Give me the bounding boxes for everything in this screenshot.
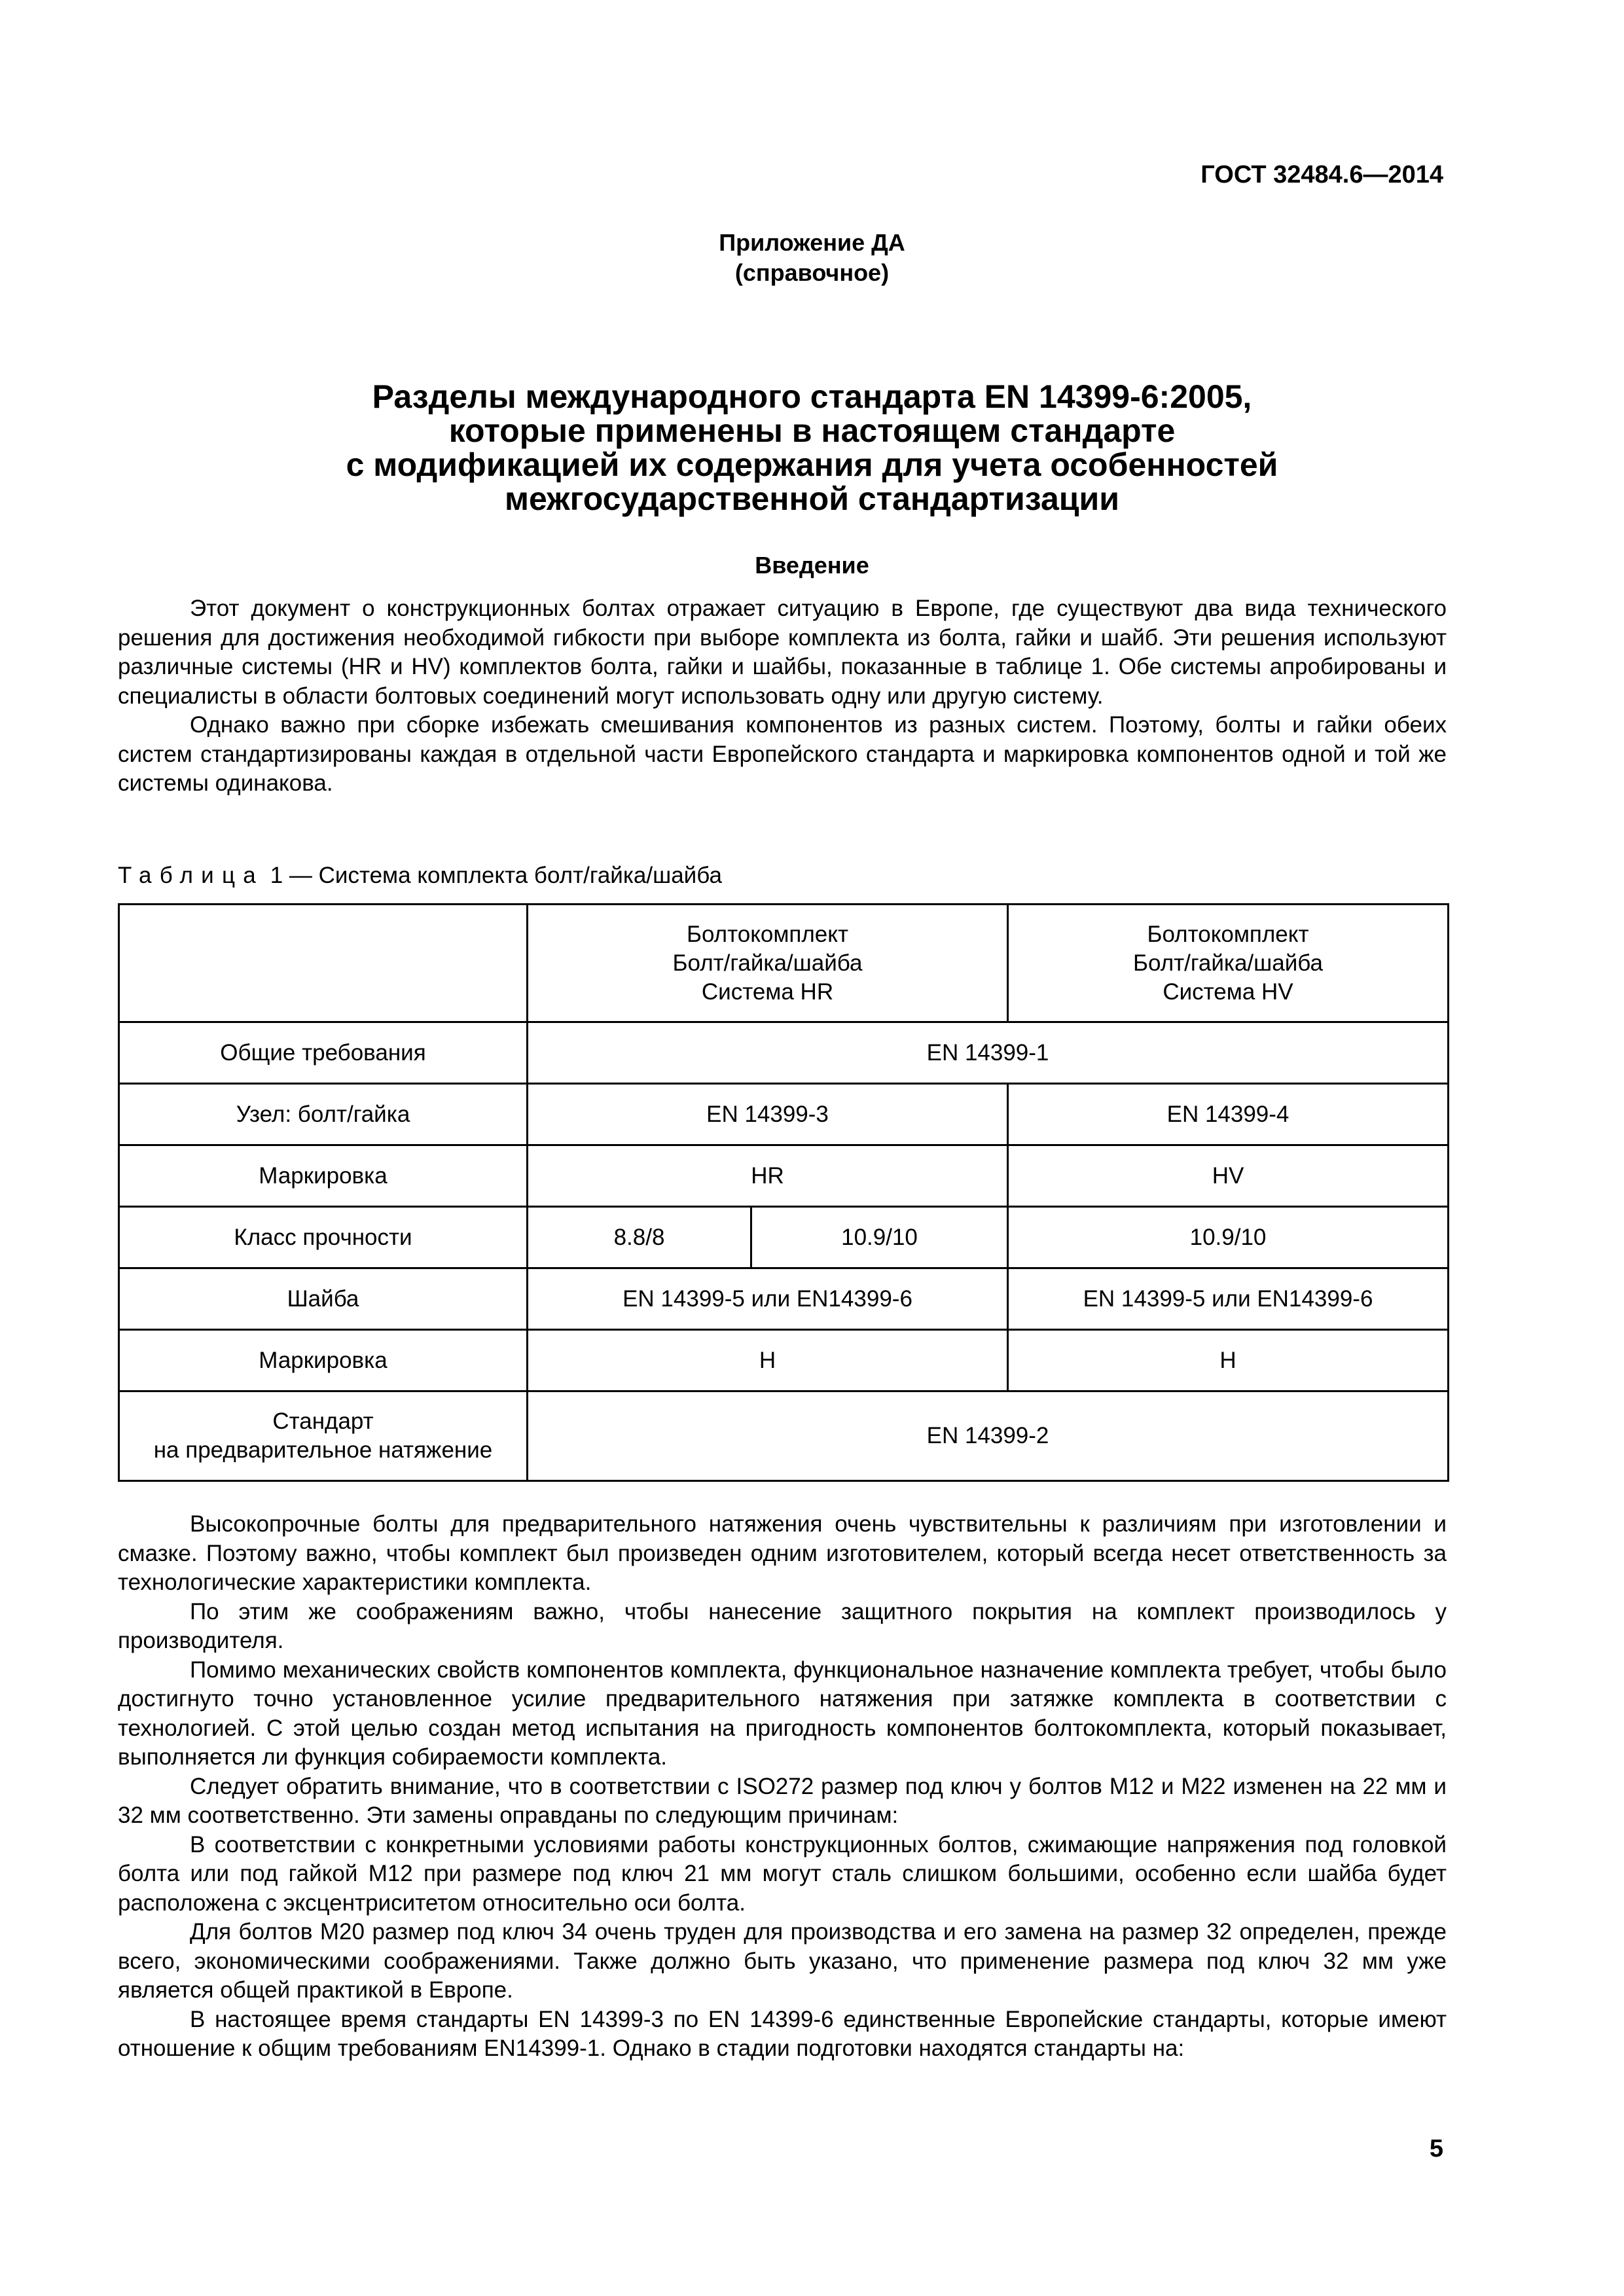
cell-assembly-hr: EN 14399-3 — [528, 1084, 1008, 1145]
body-paragraph-6: Для болтов М20 размер под ключ 34 очень труден для производства и его замена на размер 32 определен, прежде всего, экономическими соображениями. Также должно быть указано, что применение размера под ключ 32 мм уже является общей практикой в Европе. — [118, 1919, 1447, 2003]
cell-preload-value: EN 14399-2 — [528, 1391, 1449, 1481]
table-row — [119, 1207, 1449, 1268]
row-label-strength: Класс прочности — [119, 1207, 528, 1268]
table-caption-word: Таблица — [118, 863, 264, 888]
preload-label-line-2: на предварительное натяжение — [153, 1437, 493, 1463]
preload-label-line-1: Стандарт — [272, 1408, 374, 1434]
cell-marking-hr: HR — [528, 1145, 1008, 1207]
header-hv-line-1: Болтокомплект — [1147, 921, 1309, 947]
appendix-label: Приложение ДА — [719, 229, 905, 256]
intro-text — [118, 594, 1447, 798]
table-header-empty — [119, 905, 528, 1022]
cell-strength-hr-a: 8.8/8 — [528, 1207, 751, 1268]
cell-washer-hv: EN 14399-5 или EN14399-6 — [1008, 1268, 1449, 1330]
row-label-preload-standard — [119, 1391, 528, 1481]
table-caption-text: 1 — Система комплекта болт/гайка/шайба — [270, 863, 722, 888]
cell-washer-hr: EN 14399-5 или EN14399-6 — [528, 1268, 1008, 1330]
body-paragraph-3: Помимо механических свойств компонентов комплекта, функциональное назначение комплекта требует, чтобы было достигнуто точно установленное усилие предварительного натяжения при затяжке комплекта в соответствии с технологией. С этой целью создан метод испытания на пригодность компонентов болтокомплекта, который показывает, выполняется ли функция собираемости комплекта. — [118, 1657, 1447, 1770]
document-title — [0, 380, 1624, 516]
appendix-type: (справочное) — [734, 259, 890, 286]
cell-washer-marking-hr: H — [528, 1330, 1008, 1391]
table-header-row — [119, 905, 1449, 1022]
cell-assembly-hv: EN 14399-4 — [1008, 1084, 1449, 1145]
intro-paragraph-1: Этот документ о конструкционных болтах отражает ситуацию в Европе, где существуют два вида технического решения для достижения необходимой гибкости при выборе комплекта из болта, гайки и шайб. Эти решения используют различные системы (HR и HV) комплектов болта, гайки и шайбы, показанные в таблице 1. Обе системы апробированы и специалисты в области болтовых соединений могут использовать одну или другую систему. — [118, 596, 1447, 709]
body-paragraph-5: В соответствии с конкретными условиями работы конструкционных болтов, сжимающие напряжения под головкой болта или под гайкой М12 при размере под ключ 21 мм могут сталь слишком большими, особенно если шайба будет расположена с эксцентриситетом относительно оси болта. — [118, 1831, 1447, 1916]
table-row — [119, 1084, 1449, 1145]
row-label-washer: Шайба — [119, 1268, 528, 1330]
table-row — [119, 1145, 1449, 1207]
title-line-1: Разделы международного стандарта EN 14399-6:2005, — [372, 378, 1252, 415]
cell-strength-hr-b: 10.9/10 — [751, 1207, 1008, 1268]
row-label-general: Общие требования — [119, 1022, 528, 1084]
appendix-heading — [0, 228, 1624, 288]
table-header-hv — [1008, 905, 1449, 1022]
body-paragraph-4: Следует обратить внимание, что в соответствии с ISO272 размер под ключ у болтов М12 и М22 изменен на 22 мм и 32 мм соответственно. Эти замены оправданы по следующим причинам: — [118, 1773, 1447, 1828]
row-label-washer-marking: Маркировка — [119, 1330, 528, 1391]
intro-heading: Введение — [755, 552, 869, 579]
body-text — [118, 1510, 1447, 2064]
row-label-marking: Маркировка — [119, 1145, 528, 1207]
cell-washer-marking-hv: H — [1008, 1330, 1449, 1391]
header-hr-line-3: Система HR — [701, 978, 834, 1005]
header-hv-line-2: Болт/гайка/шайба — [1133, 950, 1323, 976]
title-line-4: межгосударственной стандартизации — [504, 480, 1119, 517]
table-caption — [118, 863, 722, 889]
cell-strength-hv: 10.9/10 — [1008, 1207, 1449, 1268]
header-hv-line-3: Система HV — [1163, 978, 1293, 1005]
table-row — [119, 1330, 1449, 1391]
cell-marking-hv: HV — [1008, 1145, 1449, 1207]
bolt-system-table — [118, 903, 1449, 1482]
header-hr-line-1: Болтокомплект — [687, 921, 848, 947]
body-paragraph-7: В настоящее время стандарты EN 14399-3 по EN 14399-6 единственные Европейские стандарты, которые имеют отношение к общим требованиям EN14399-1. Однако в стадии подготовки находятся стандарты на: — [118, 2006, 1447, 2061]
row-label-assembly: Узел: болт/гайка — [119, 1084, 528, 1145]
intro-paragraph-2: Однако важно при сборке избежать смешивания компонентов из разных систем. Поэтому, болты и гайки обеих систем стандартизированы каждая в отдельной части Европейского стандарта и маркировка компонентов одной и той же системы одинакова. — [118, 712, 1447, 796]
table-row — [119, 1022, 1449, 1084]
page-number: 5 — [1429, 2135, 1443, 2162]
cell-general-value: EN 14399-1 — [528, 1022, 1449, 1084]
standard-designation: ГОСТ 32484.6—2014 — [1200, 161, 1443, 188]
table-row — [119, 1268, 1449, 1330]
body-paragraph-1: Высокопрочные болты для предварительного натяжения очень чувствительны к различиям при изготовлении и смазке. Поэтому важно, чтобы комплект был произведен одним изготовителем, который всегда несет ответственность за технологические характеристики комплекта. — [118, 1511, 1447, 1595]
title-line-3: с модификацией их содержания для учета особенностей — [346, 446, 1278, 483]
table-row — [119, 1391, 1449, 1481]
body-paragraph-2: По этим же соображениям важно, чтобы нанесение защитного покрытия на комплект производилось у производителя. — [118, 1598, 1447, 1653]
table-header-hr — [528, 905, 1008, 1022]
header-hr-line-2: Болт/гайка/шайба — [672, 950, 863, 976]
title-line-2: которые применены в настоящем стандарте — [448, 412, 1176, 449]
